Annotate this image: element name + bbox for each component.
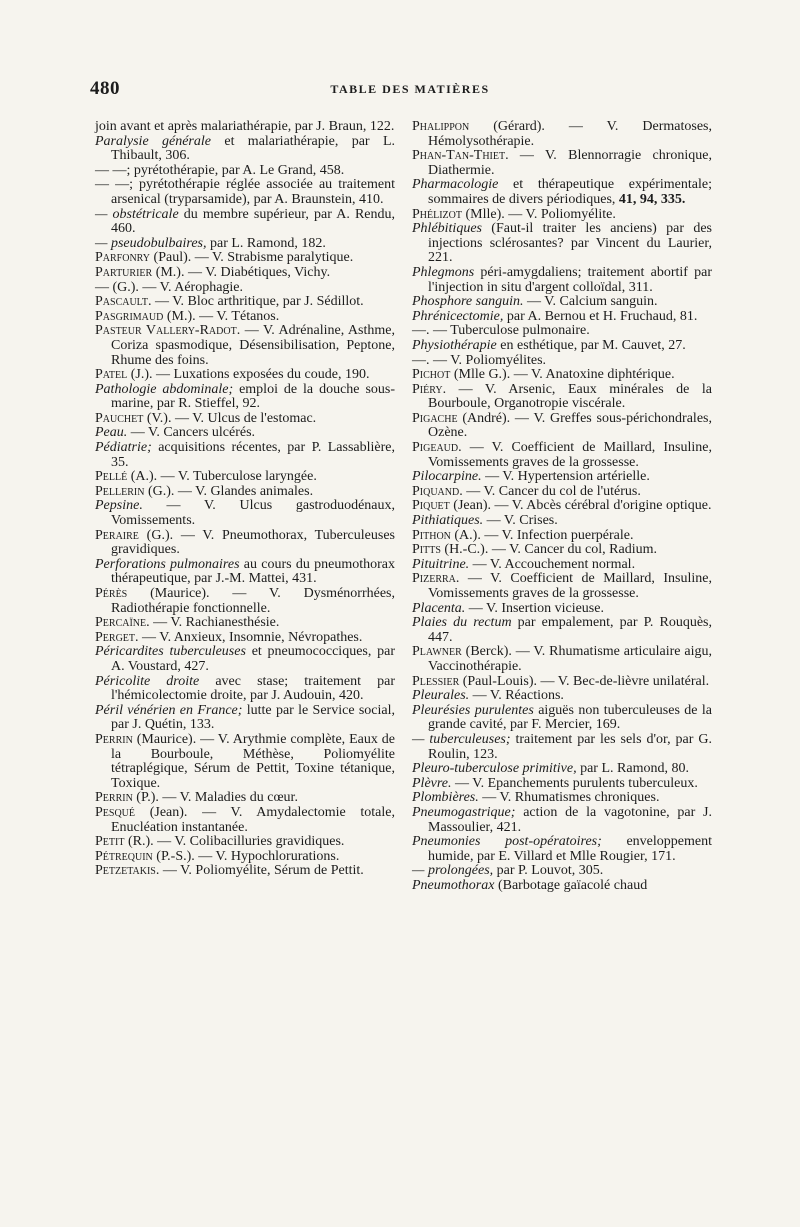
entry-text: (Jean). — V. Amydalectomie totale, Enucléation instantanée. — [111, 804, 395, 835]
index-entry — [95, 266, 395, 281]
entry-text: par A. Bernou et H. Fruchaud, 81. — [503, 308, 698, 324]
index-entry — [412, 485, 712, 500]
entry-heading: Pigeaud. — [412, 440, 462, 456]
entry-heading: Pneumogastrique; — [412, 804, 516, 820]
index-entry — [412, 295, 712, 310]
entry-heading: Phlébitiques — [412, 221, 482, 237]
entry-heading: Plombières. — [412, 790, 479, 806]
entry-text: (Faut-il traiter les anciens) par des injections sclérosantes? par Vincent du Laurier, 221. — [428, 221, 712, 266]
index-entry — [95, 251, 395, 266]
entry-text: — V. Epanchements purulents tuberculeux. — [451, 775, 698, 791]
entry-heading: Peau. — [95, 425, 128, 441]
index-entry — [95, 470, 395, 485]
index-entry — [412, 835, 712, 864]
entry-text: (P.). — V. Maladies du cœur. — [132, 790, 298, 806]
index-entry — [95, 178, 395, 207]
entry-text: (André). — V. Greffes sous-périchondrales, Ozène. — [428, 410, 712, 441]
index-entry — [412, 602, 712, 617]
entry-text: et pneumococciques, par A. Voustard, 427. — [111, 644, 395, 674]
entry-heading: Phan-Tan-Thiet. — [412, 148, 509, 164]
index-entry — [412, 645, 712, 674]
entry-heading: Pathologie abdominale; — [95, 381, 234, 397]
entry-heading: Pitts — [412, 542, 441, 558]
index-entry — [412, 149, 712, 178]
entry-text: lutte par le Service social, par J. Quétin, 133. — [111, 702, 395, 733]
index-entry — [412, 675, 712, 690]
index-entry — [412, 514, 712, 529]
entry-text: — V. Coefficient de Maillard, Insuline, Vomissements graves de la grossesse. — [428, 571, 712, 601]
index-entry — [95, 733, 395, 791]
entry-text: — V. Adrénaline, Asthme, Coriza spasmodique, Désensibilisation, Peptone, Rhume des foins. — [111, 323, 395, 368]
entry-text: (Gérard). — V. Dermatoses, Hémolysothérapie. — [428, 119, 712, 149]
index-entry — [95, 835, 395, 850]
entry-heading: Pauchet — [95, 410, 144, 426]
index-entry — [95, 281, 395, 296]
entry-text: action de la vagotonine, par J. Massoulier, 421. — [428, 804, 712, 835]
entry-text: (G.). — V. Glandes animales. — [144, 483, 314, 499]
index-entry — [412, 762, 712, 777]
index-entry — [95, 426, 395, 441]
entry-heading: Pneumonies post-opératoires; — [412, 834, 602, 850]
index-entry — [412, 529, 712, 544]
entry-heading: Pithiatiques. — [412, 513, 484, 529]
entry-heading: Pilocarpine. — [412, 469, 482, 485]
entry-heading: Pascault. — [95, 294, 152, 310]
entry-heading: Pigache — [412, 410, 458, 426]
index-entry — [412, 222, 712, 266]
index-entry — [95, 485, 395, 500]
entry-heading: Paralysie générale — [95, 133, 211, 149]
entry-heading: Petit — [95, 834, 125, 850]
entry-heading: — pseudobulbaires, — [95, 235, 207, 251]
entry-heading: Placenta. — [412, 600, 466, 616]
index-entry — [412, 806, 712, 835]
index-entry — [95, 164, 395, 179]
entry-text: — V. Cancer du col de l'utérus. — [462, 483, 641, 499]
entry-text: (Paul-Louis). — V. Bec-de-lièvre unilatéral. — [459, 673, 710, 689]
entry-heading: Péril vénérien en France; — [95, 702, 243, 718]
index-entry — [95, 135, 395, 164]
entry-text: emploi de la douche sous-marine, par R. Stieffel, 92. — [111, 381, 396, 412]
entry-text: (V.). — V. Ulcus de l'estomac. — [143, 410, 317, 426]
entry-heading: Pithon — [412, 527, 451, 543]
entry-text: (Mlle G.). — V. Anatoxine diphtérique. — [450, 367, 675, 383]
entry-heading: Phosphore sanguin. — [412, 294, 524, 310]
entry-text: (Paul). — V. Strabisme paralytique. — [150, 250, 354, 266]
entry-text: (H.-C.). — V. Cancer du col, Radium. — [440, 542, 657, 558]
index-entry — [412, 777, 712, 792]
entry-heading: Perrin — [95, 731, 133, 747]
entry-heading: Péricolite droite — [95, 673, 200, 689]
entry-heading: Piéry. — [412, 381, 447, 397]
entry-heading: Phélizot — [412, 206, 462, 222]
running-head: TABLE DES MATIÈRES — [330, 82, 490, 96]
entry-heading: Pizerra. — [412, 571, 460, 587]
index-entry — [95, 587, 395, 616]
entry-text: par P. Louvot, 305. — [493, 863, 604, 879]
index-entry — [412, 689, 712, 704]
index-entry — [95, 616, 395, 631]
entry-text: — V. Arsenic, Eaux minérales de la Bourboule, Organotropie viscérale. — [428, 381, 712, 412]
entry-heading: Pleurésies purulentes — [412, 702, 534, 718]
entry-text: — (G.). — V. Aérophagie. — [95, 279, 244, 295]
entry-heading: Pleuro-tuberculose primitive, — [412, 761, 577, 777]
index-entry — [95, 529, 395, 558]
entry-text: enveloppement humide, par E. Villard et Mlle Rougier, 171. — [428, 834, 712, 864]
entry-text: et malariathérapie, par L. Thibault, 306. — [111, 133, 395, 164]
index-entry — [412, 324, 712, 339]
entry-text: péri-amygdaliens; traitement abortif par l'injection in situ d'argent colloïdal, 311. — [428, 264, 712, 295]
entry-heading: Pharmacologie — [412, 177, 499, 193]
index-entry — [412, 120, 712, 149]
entry-text: (Mlle). — V. Poliomyélite. — [462, 206, 616, 222]
index-entry — [95, 324, 395, 368]
entry-text: — V. Ulcus gastroduodénaux, Vomissements. — [111, 498, 395, 529]
entry-heading: Phlegmons — [412, 264, 475, 280]
entry-heading: Percaïne. — [95, 615, 150, 631]
entry-text: traitement par les sels d'or, par G. Roulin, 123. — [428, 731, 712, 762]
index-entry — [412, 704, 712, 733]
index-entry — [412, 441, 712, 470]
entry-heading: Phalippon — [412, 119, 470, 134]
entry-heading: — obstétricale — [95, 206, 179, 222]
page-number: 480 — [90, 78, 120, 99]
index-entry — [95, 675, 395, 704]
entry-heading: Pepsine. — [95, 498, 143, 514]
index-entry — [95, 864, 395, 879]
entry-text: par L. Ramond, 80. — [576, 761, 689, 777]
entry-heading: Plawner — [412, 644, 462, 660]
entry-heading: Plessier — [412, 673, 460, 689]
entry-heading: Plaies du rectum — [412, 615, 512, 631]
entry-heading: Physiothérapie — [412, 337, 497, 353]
entry-heading: Pichot — [412, 367, 451, 383]
entry-text: et thérapeutique expérimentale; sommaires de divers périodiques, — [428, 177, 712, 207]
index-entry — [412, 733, 712, 762]
index-entry — [95, 368, 395, 383]
entry-heading: Petzetakis. — [95, 863, 160, 879]
entry-text: (Maurice). — V. Dysménorrhées, Radiothérapie fonctionnelle. — [111, 586, 395, 616]
index-entry — [95, 412, 395, 427]
index-entry — [412, 864, 712, 879]
entry-page-refs: 41, 94, 335. — [618, 191, 686, 207]
entry-heading: Piquet — [412, 498, 450, 514]
index-entry — [412, 354, 712, 369]
index-entry — [412, 208, 712, 223]
index-entry — [95, 499, 395, 528]
entry-heading: Perget. — [95, 629, 139, 645]
entry-text: — V. Rachianesthésie. — [149, 615, 280, 631]
entry-text: (Berck). — V. Rhumatisme articulaire aigu, Vaccinothérapie. — [428, 644, 712, 674]
index-entry — [412, 383, 712, 412]
index-entry — [412, 572, 712, 601]
entry-heading: Pituitrine. — [412, 556, 470, 572]
index-column-left — [95, 120, 395, 879]
entry-heading: Pasgrimaud — [95, 308, 164, 324]
entry-text: — V. Insertion vicieuse. — [465, 600, 604, 616]
index-entry — [95, 645, 395, 674]
page-header — [90, 78, 730, 100]
entry-text: par empalement, par P. Rouquès, 447. — [428, 615, 712, 645]
entry-text: join avant et après malariathérapie, par J. Braun, 122. — [95, 119, 395, 134]
entry-text: (P.-S.). — V. Hypochlorurations. — [152, 848, 340, 864]
entry-text: — V. Calcium sanguin. — [523, 294, 658, 310]
entry-text: — V. Hypertension artérielle. — [481, 469, 650, 485]
index-entry — [95, 383, 395, 412]
entry-heading: Phrénicectomie, — [412, 308, 504, 324]
entry-heading: Pellé — [95, 469, 128, 485]
index-entry — [412, 310, 712, 325]
entry-text: (Barbotage gaïacolé chaud — [494, 877, 648, 893]
entry-text: du membre supérieur, par A. Rendu, 460. — [111, 206, 396, 237]
index-entry — [412, 543, 712, 558]
entry-text: — V. Coefficient de Maillard, Insuline, Vomissements graves de la grossesse. — [428, 440, 712, 470]
entry-heading: Pellerin — [95, 483, 145, 499]
entry-heading: — prolongées, — [412, 863, 494, 879]
entry-heading: Pneumothorax — [412, 877, 495, 893]
entry-text: (A.). — V. Infection puerpérale. — [450, 527, 634, 543]
entry-heading: Pasteur Vallery-Radot. — [95, 323, 241, 339]
index-entry — [95, 850, 395, 865]
index-entry — [412, 266, 712, 295]
index-entry — [412, 368, 712, 383]
entry-heading: Plèvre. — [412, 775, 452, 791]
entry-text: (G.). — V. Pneumothorax, Tuberculeuses gravidiques. — [111, 527, 395, 558]
entry-text: — V. Crises. — [483, 513, 558, 529]
entry-text: —. — V. Poliomyélites. — [412, 352, 547, 368]
entry-text: — V. Poliomyélite, Sérum de Pettit. — [159, 863, 364, 879]
entry-heading: Parfonry — [95, 250, 151, 266]
entry-text: en esthétique, par M. Cauvet, 27. — [496, 337, 686, 353]
entry-heading: Pleurales. — [412, 688, 470, 704]
entry-text: — V. Accouchement normal. — [469, 556, 636, 572]
entry-heading: Perrin — [95, 790, 133, 806]
entry-heading: Piquand. — [412, 483, 463, 499]
entry-text: avec stase; traitement par l'hémicolectomie droite, par J. Audouin, 420. — [111, 673, 396, 704]
entry-heading: Péricardites tuberculeuses — [95, 644, 246, 660]
index-entry — [95, 791, 395, 806]
entry-text: — —; pyrétothérapie réglée associée au traitement arsenical (tryparsamide), par A. Braunstein, 410. — [95, 177, 395, 207]
entry-text: —. — Tuberculose pulmonaire. — [412, 323, 590, 339]
index-entry — [412, 339, 712, 354]
index-entry — [95, 806, 395, 835]
index-entry — [95, 237, 395, 252]
index-column-right — [412, 120, 712, 893]
index-entry — [95, 120, 395, 135]
index-entry — [412, 470, 712, 485]
entry-heading: Parturier — [95, 264, 153, 280]
entry-text: par L. Ramond, 182. — [206, 235, 326, 251]
index-entry — [95, 295, 395, 310]
entry-text: au cours du pneumothorax thérapeutique, par J.-M. Mattei, 431. — [111, 556, 395, 587]
entry-heading: Pétrequin — [95, 848, 153, 864]
index-entry — [412, 178, 712, 207]
index-entry — [95, 631, 395, 646]
entry-text: (J.). — Luxations exposées du coude, 190. — [127, 367, 370, 383]
index-entry — [412, 616, 712, 645]
entry-text: (A.). — V. Tuberculose laryngée. — [127, 469, 317, 485]
entry-text: (Maurice). — V. Arythmie complète, Eaux de la Bourboule, Méthèse, Poliomyélite tétraplégique, Sérum de Pettit, Toxine tétanique, Toxique. — [111, 731, 395, 791]
index-entry — [95, 558, 395, 587]
index-entry — [412, 499, 712, 514]
entry-heading: Pédiatrie; — [95, 440, 152, 456]
index-entry — [95, 310, 395, 325]
entry-text: — V. Anxieux, Insomnie, Névropathes. — [138, 629, 363, 645]
entry-text: (R.). — V. Colibacilluries gravidiques. — [124, 834, 345, 850]
index-entry — [95, 704, 395, 733]
entry-text: — V. Bloc arthritique, par J. Sédillot. — [151, 294, 364, 310]
entry-heading: Perforations pulmonaires — [95, 556, 240, 572]
index-entry — [95, 208, 395, 237]
entry-text: (M.). — V. Diabétiques, Vichy. — [152, 264, 331, 280]
entry-heading: — tuberculeuses; — [412, 731, 511, 747]
entry-text: — V. Réactions. — [469, 688, 564, 704]
entry-text: — V. Blennorragie chronique, Diathermie. — [428, 148, 712, 178]
entry-heading: Pérès — [95, 586, 128, 601]
index-entry — [412, 791, 712, 806]
entry-heading: Patel — [95, 367, 128, 383]
entry-text: — V. Cancers ulcérés. — [127, 425, 256, 441]
entry-text: aiguës non tuberculeuses de la grande cavité, par F. Mercier, 169. — [428, 702, 713, 733]
entry-text: — V. Rhumatismes chroniques. — [478, 790, 660, 806]
index-entry — [95, 441, 395, 470]
entry-heading: Pesqué — [95, 804, 136, 820]
entry-text: (M.). — V. Tétanos. — [163, 308, 280, 324]
entry-heading: Peraire — [95, 527, 139, 543]
entry-text: acquisitions récentes, par P. Lassablière, 35. — [111, 440, 395, 470]
entry-text: — —; pyrétothérapie, par A. Le Grand, 458. — [95, 162, 345, 178]
index-entry — [412, 558, 712, 573]
index-entry — [412, 879, 712, 894]
index-entry — [412, 412, 712, 441]
entry-text: (Jean). — V. Abcès cérébral d'origine optique. — [449, 498, 712, 514]
